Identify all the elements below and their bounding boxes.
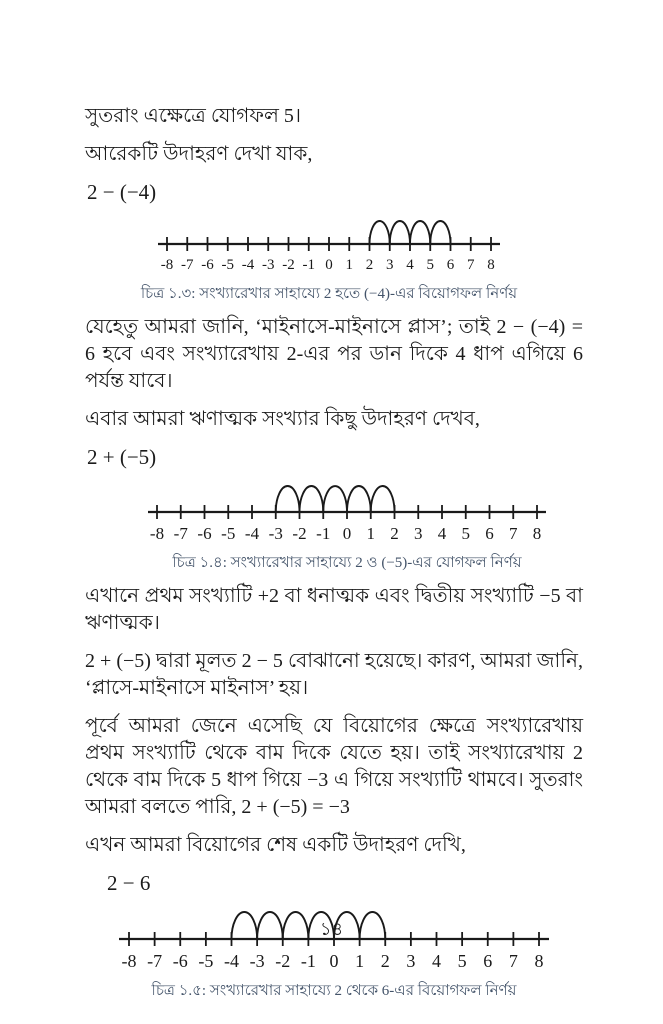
svg-text:8: 8 xyxy=(534,951,544,971)
svg-text:0: 0 xyxy=(325,257,333,273)
paragraph-last-example: এখন আমরা বিয়োগের শেষ একটি উদাহরণ দেখি, xyxy=(85,834,466,856)
svg-text:4: 4 xyxy=(437,524,447,543)
svg-text:2: 2 xyxy=(365,257,374,273)
svg-text:-8: -8 xyxy=(121,951,137,971)
svg-text:7: 7 xyxy=(509,524,518,543)
svg-text:-6: -6 xyxy=(172,951,188,971)
svg-text:-4: -4 xyxy=(241,257,255,273)
expression-2-plus-neg5: 2 + (−5) xyxy=(87,445,157,469)
svg-text:1: 1 xyxy=(355,951,365,971)
number-line-figure-1-4 xyxy=(141,476,553,550)
svg-text:-5: -5 xyxy=(198,951,214,971)
paragraph-another-example: আরেকটি উদাহরণ দেখা যাক, xyxy=(85,143,313,165)
svg-text:-7: -7 xyxy=(181,257,194,273)
svg-text:-4: -4 xyxy=(224,951,239,971)
page-number: ১৪ xyxy=(319,919,344,939)
svg-text:-2: -2 xyxy=(282,257,295,273)
svg-text:-5: -5 xyxy=(221,257,234,273)
svg-text:3: 3 xyxy=(386,257,394,273)
svg-text:8: 8 xyxy=(532,524,542,543)
svg-text:2: 2 xyxy=(380,951,390,971)
expression-2-minus-neg4: 2 − (−4) xyxy=(87,180,157,204)
svg-text:-3: -3 xyxy=(268,524,283,543)
expression-2-minus-6: 2 − 6 xyxy=(107,871,151,895)
svg-text:5: 5 xyxy=(461,524,470,543)
svg-text:4: 4 xyxy=(406,257,414,273)
figure-1-4 xyxy=(98,476,596,573)
paragraph-negative-examples: এবার আমরা ঋণাত্মক সংখ্যার কিছু উদাহরণ দেখব, xyxy=(85,408,480,430)
svg-text:1: 1 xyxy=(366,524,375,543)
svg-text:-2: -2 xyxy=(275,951,291,971)
svg-text:6: 6 xyxy=(483,951,493,971)
paragraph-sum-result: সুতরাং এক্ষেত্রে যোগফল 5। xyxy=(85,105,302,127)
svg-text:-1: -1 xyxy=(316,524,331,543)
figure-1-5-caption: চিত্র ১.৫: সংখ্যারেখার সাহায্যে 2 থেকে 6-এর বিয়োগফল নির্ণয় xyxy=(151,983,517,999)
svg-text:7: 7 xyxy=(467,257,475,273)
svg-text:-4: -4 xyxy=(244,524,260,543)
svg-text:3: 3 xyxy=(414,524,423,543)
svg-text:-7: -7 xyxy=(147,951,163,971)
svg-text:-8: -8 xyxy=(149,524,165,543)
svg-text:0: 0 xyxy=(342,524,352,543)
figure-1-3-caption: চিত্র ১.৩: সংখ্যারেখার সাহায্যে 2 হতে (−4)-এর বিয়োগফল নির্ণয় xyxy=(140,286,518,302)
svg-text:8: 8 xyxy=(487,257,495,273)
svg-text:4: 4 xyxy=(432,951,441,971)
number-line-figure-1-3 xyxy=(153,211,505,281)
svg-text:2: 2 xyxy=(390,524,399,543)
svg-text:-7: -7 xyxy=(173,524,188,543)
svg-text:6: 6 xyxy=(446,257,455,273)
svg-text:-1: -1 xyxy=(300,951,316,971)
svg-text:-6: -6 xyxy=(197,524,212,543)
paragraph-subtraction-left-steps: পূর্বে আমরা জেনে এসেছি যে বিয়োগের ক্ষেত্রে সংখ্যারেখায় প্রথম সংখ্যাটি থেকে বাম দিকে যেতে হয়। তাই সংখ্যারেখায় 2 থেকে বাম দিকে 5 ধাপ গিয়ে −3 এ গিয়ে সংখ্যাটি থামবে। সুতরাং আমরা বলতে পারি, 2 + (−5) = −3 xyxy=(85,715,583,818)
svg-text:5: 5 xyxy=(457,951,467,971)
paragraph-first-second-number: এখানে প্রথম সংখ্যাটি +2 বা ধনাত্মক এবং দ্বিতীয় সংখ্যাটি −5 বা ঋণাত্মক। xyxy=(85,585,583,634)
svg-text:-6: -6 xyxy=(201,257,214,273)
figure-1-4-caption: চিত্র ১.৪: সংখ্যারেখার সাহায্যে 2 ও (−5)-এর যোগফল নির্ণয় xyxy=(172,555,522,571)
svg-text:-3: -3 xyxy=(262,257,275,273)
svg-text:1: 1 xyxy=(345,257,353,273)
paragraph-plus-minus-minus: 2 + (−5) দ্বারা মূলত 2 − 5 বোঝানো হয়েছে। কারণ, আমরা জানি, ‘প্লাসে-মাইনাসে মাইনাস’ হয়। xyxy=(85,650,583,699)
svg-text:5: 5 xyxy=(426,257,434,273)
svg-text:0: 0 xyxy=(329,951,339,971)
svg-text:-2: -2 xyxy=(292,524,307,543)
svg-text:7: 7 xyxy=(508,951,518,971)
svg-text:-8: -8 xyxy=(160,257,174,273)
figure-1-3 xyxy=(80,211,578,304)
svg-text:6: 6 xyxy=(485,524,494,543)
svg-text:3: 3 xyxy=(406,951,416,971)
svg-text:-5: -5 xyxy=(221,524,236,543)
svg-text:-1: -1 xyxy=(302,257,315,273)
svg-text:-3: -3 xyxy=(249,951,265,971)
paragraph-minus-minus-plus: যেহেতু আমরা জানি, ‘মাইনাসে-মাইনাসে প্লাস’; তাই 2 − (−4) = 6 হবে এবং সংখ্যারেখায় 2-এর পর ডান দিকে 4 ধাপ এগিয়ে 6 পর্যন্ত যাবে। xyxy=(85,316,583,392)
